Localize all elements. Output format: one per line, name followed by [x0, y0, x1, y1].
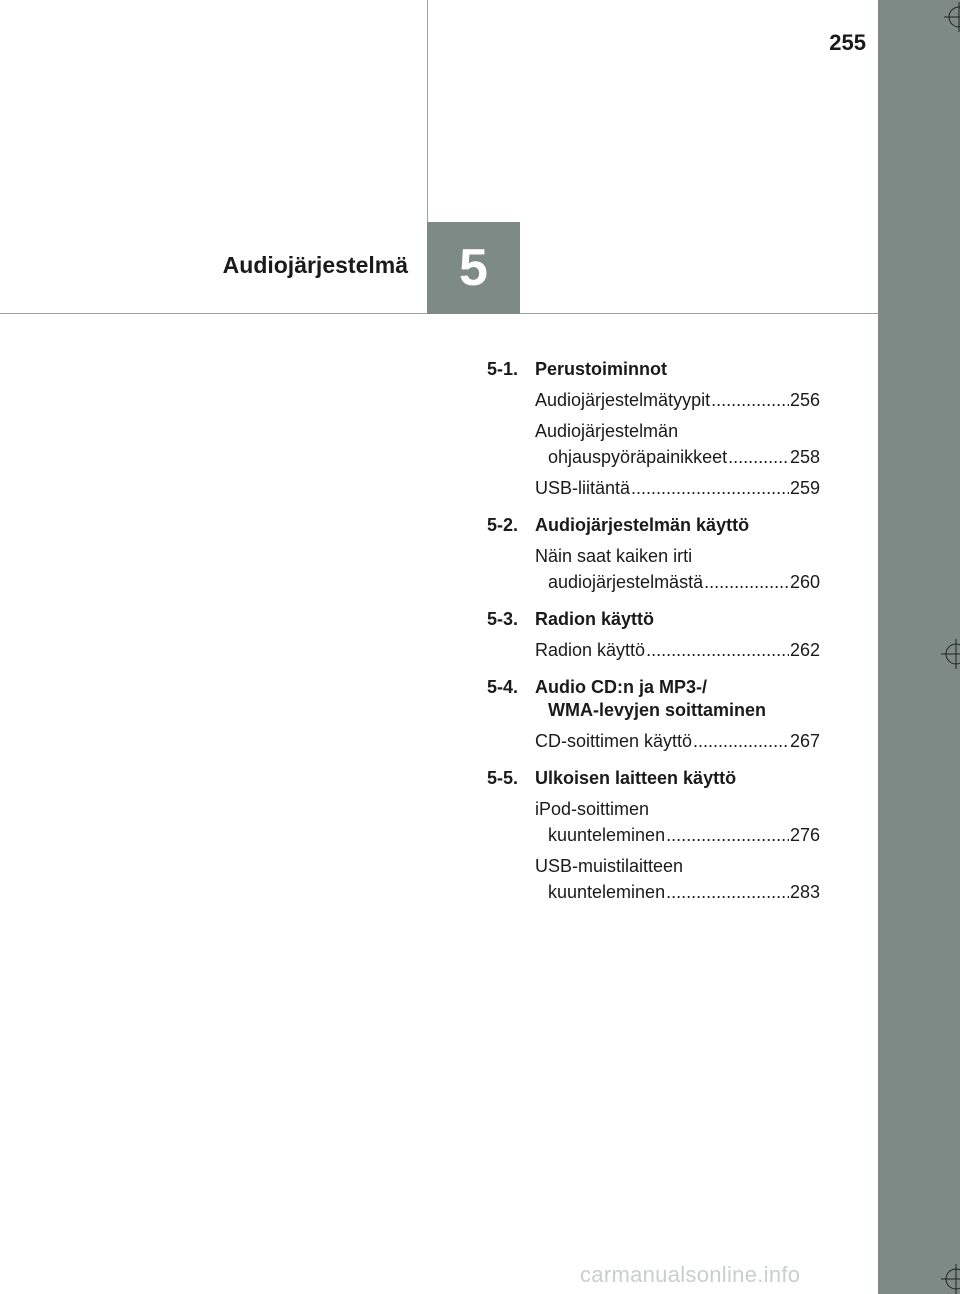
section-heading [487, 608, 820, 631]
dot-leader [646, 637, 789, 663]
section-number: 5-5. [487, 768, 519, 788]
toc-entry[interactable] [535, 637, 820, 663]
entry-text: CD-soittimen käyttö [535, 731, 693, 751]
section-number: 5-2. [487, 515, 519, 535]
section-title [535, 676, 820, 722]
section-title [535, 608, 820, 631]
entry-page-number: 258 [789, 447, 820, 467]
toc-section [487, 358, 820, 501]
watermark: carmanualsonline.info [580, 1262, 801, 1287]
entry-text: Audiojärjestelmän [535, 421, 679, 441]
chapter-title: Audiojärjestelmä [222, 252, 408, 278]
section-heading [487, 514, 820, 537]
registration-mark-icon [944, 2, 960, 32]
toc-entry[interactable] [535, 853, 820, 905]
section-title [535, 358, 820, 381]
toc-entry[interactable] [535, 543, 820, 595]
table-of-contents [487, 358, 820, 918]
toc-section [487, 514, 820, 595]
chapter-number-box [427, 222, 520, 314]
entry-page-number: 260 [789, 572, 820, 592]
section-number: 5-3. [487, 609, 519, 629]
dot-leader [711, 387, 789, 413]
vertical-rule [427, 0, 428, 222]
section-title [535, 767, 820, 790]
entry-text: iPod-soittimen [535, 799, 650, 819]
section-title-line: WMA-levyjen soittaminen [548, 700, 767, 720]
toc-section [487, 767, 820, 905]
section-heading [487, 676, 820, 722]
entry-text: ohjauspyöräpainikkeet [548, 447, 728, 467]
toc-entry[interactable] [535, 728, 820, 754]
toc-section [487, 676, 820, 754]
toc-entry[interactable] [535, 387, 820, 413]
section-title-line: Radion käyttö [535, 609, 655, 629]
entry-page-number: 262 [789, 640, 820, 660]
dot-leader [666, 879, 789, 905]
registration-mark-icon [941, 1264, 960, 1294]
chapter-number: 5 [459, 239, 488, 297]
dot-leader [631, 475, 789, 501]
entry-page-number: 256 [789, 390, 820, 410]
entry-text: kuunteleminen [548, 882, 666, 902]
section-number: 5-4. [487, 677, 519, 697]
toc-entry[interactable] [535, 475, 820, 501]
dot-leader [666, 822, 789, 848]
dot-leader [704, 569, 789, 595]
section-heading [487, 767, 820, 790]
section-number: 5-1. [487, 359, 519, 379]
entry-text: Audiojärjestelmätyypit [535, 390, 711, 410]
section-heading [487, 358, 820, 381]
section-title-line: Perustoiminnot [535, 359, 668, 379]
dot-leader [728, 444, 789, 470]
entry-text: Radion käyttö [535, 640, 646, 660]
entry-page-number: 259 [789, 478, 820, 498]
entry-text: kuunteleminen [548, 825, 666, 845]
toc-entry[interactable] [535, 418, 820, 470]
entry-text: USB-liitäntä [535, 478, 631, 498]
registration-mark-icon [941, 639, 960, 669]
entry-text: Näin saat kaiken irti [535, 546, 693, 566]
toc-section [487, 608, 820, 663]
entry-page-number: 283 [789, 882, 820, 902]
entry-page-number: 267 [789, 731, 820, 751]
section-title-line: Ulkoisen laitteen käyttö [535, 768, 737, 788]
section-title [535, 514, 820, 537]
toc-entry[interactable] [535, 796, 820, 848]
section-title-line: Audiojärjestelmän käyttö [535, 515, 750, 535]
entry-text: USB-muistilaitteen [535, 856, 684, 876]
section-title-line: Audio CD:n ja MP3-/ [535, 677, 707, 697]
entry-text: audiojärjestelmästä [548, 572, 704, 592]
dot-leader [693, 728, 789, 754]
page-number: 255 [829, 30, 866, 55]
entry-page-number: 276 [789, 825, 820, 845]
